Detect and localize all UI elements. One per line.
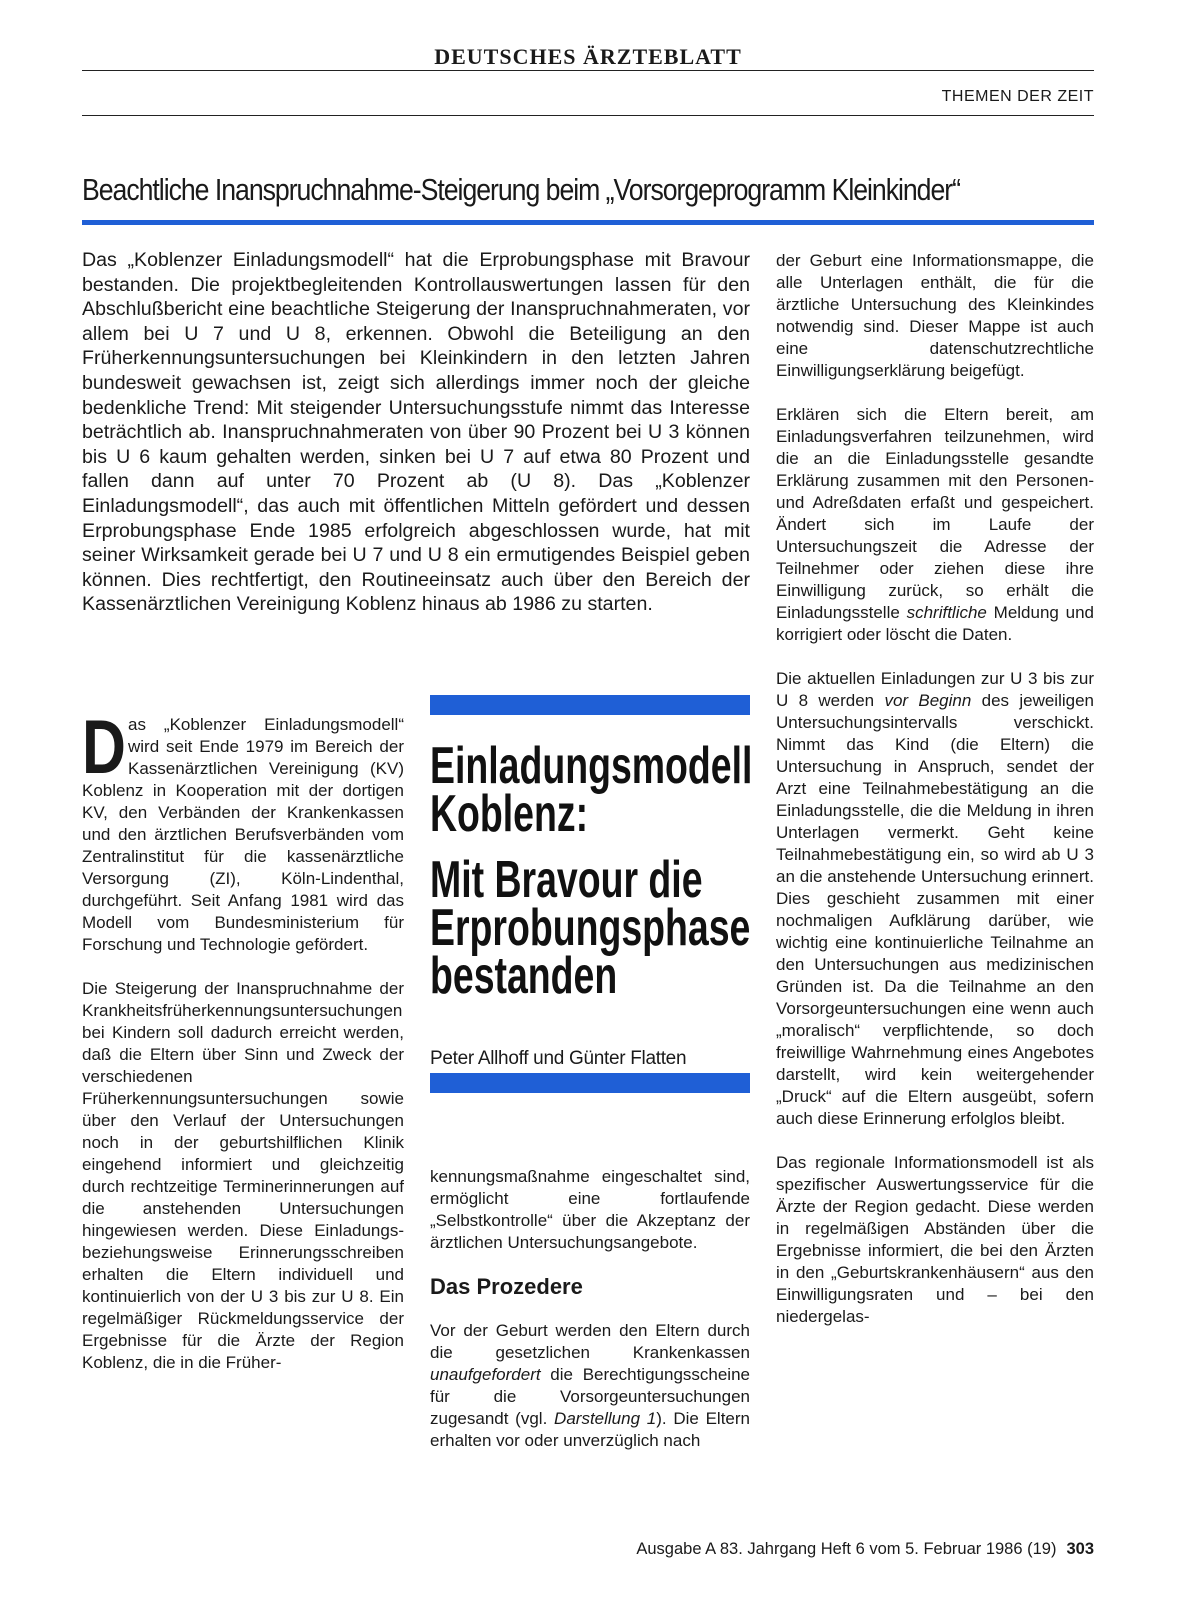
box-title-line-1: Einladungsmodell [430,737,753,795]
authors: Peter Allhoff und Günter Flatten [430,1048,687,1069]
right-paragraph-2-a: Erklären sich die Eltern bereit, am Einladungsverfahren teilzunehmen, wird die an die Einladungsstelle gesandte Erklärung zusammen mit den Personen- und Adreßdaten erfaßt und gespeichert. Ändert sich im Laufe der Untersuchungszeit die Adresse der Teilnehmer oder ziehen diese ihre Einwilligung zurück, so erhält die Einladungsstelle [776,405,1094,622]
left-paragraph-1-text: as „Koblenzer Einladungsmodell“ wird seit Ende 1979 im Bereich der Kassenärztlichen Vereinigung (KV) Koblenz in Kooperation mit der dortigen KV, den Verbänden der Krankenkassen und den ärztlichen Berufsverbänden vom Zentralinstitut für die kassenärztliche Versorgung (ZI), Köln-Lindenthal, durchgeführt. Seit Anfang 1981 wird das Modell vom Bundesministerium für Forschung und Technologie gefördert. [82,715,404,954]
left-column [82,705,404,1396]
middle-paragraph-2-em2: Darstellung 1 [554,1409,657,1428]
middle-paragraph-2-b: die Berechtigungsscheine für die Vorsorgeuntersuchungen zugesandt (vgl. [430,1365,750,1428]
right-paragraph-3 [776,668,1094,1130]
footer [636,1540,1094,1559]
masthead-rule [82,70,1094,71]
left-paragraph-2: Die Steigerung der Inanspruchnahme der Krankheitsfrüherkennungsuntersuchungen bei Kindern soll dadurch erreicht werden, daß die Eltern über Sinn und Zweck der verschiedenen Früherkennungsuntersuchungen sowie über den Verlauf der Untersuchungen noch in der geburtshilflichen Klinik eingehend informiert und gleichzeitig durch rechtzeitige Terminerinnerungen auf die anstehenden Untersuchungen hingewiesen werden. Diese Einladungs- beziehungsweise Erinnerungsschreiben erhalten die Eltern individuell und kontinuierlich von der U 3 bis zur U 8. Ein regelmäßiger Rückmeldungsservice der Ergebnisse für die Ärzte der Region Koblenz, die in die Früher- [82,979,404,1372]
middle-paragraph-2 [430,1320,750,1452]
lead-paragraph: Das „Koblenzer Einladungsmodell“ hat die Erprobungsphase mit Bravour bestanden. Die projektbegleitenden Kontrollauswertungen lassen für den Abschlußbericht eine beachtliche Steigerung der Inanspruchnahmeraten, vor allem bei U 7 und U 8, erkennen. Obwohl die Beteiligung an den Früherkennungsuntersuchungen bei Kleinkindern in den letzten Jahren bundesweit gewachsen ist, zeigt sich allerdings immer noch der gleiche bedenkliche Trend: Mit steigender Untersuchungsstufe nimmt das Interesse beträchtlich ab. Inanspruchnahmeraten von über 90 Prozent bei U 3 können bis U 6 kaum gehalten werden, sinken bei U 7 auf etwa 80 Prozent und fallen dann auf unter 70 Prozent ab (U 8). Das „Koblenzer Einladungsmodell“, das auch mit öffentlichen Mitteln gefördert und dessen Erprobungsphase Ende 1985 erfolgreich abgeschlossen wurde, hat mit seiner Wirksamkeit gerade bei U 7 und U 8 ein ermutigendes Beispiel geben können. Dies rechtfertigt, den Routineeinsatz auch über den Bereich der Kassenärztlichen Vereinigung Koblenz hinaus ab 1986 zu starten. [82,249,750,616]
box-title-line-4: Erprobungsphase [430,899,751,957]
middle-paragraph-2-a: Vor der Geburt werden den Eltern durch die gesetzlichen Krankenkassen [430,1321,750,1362]
middle-paragraph-2-em: unaufgefordert [430,1365,541,1384]
section-rule [82,115,1094,116]
right-paragraph-3-b: des jeweiligen Untersuchungsintervalls verschickt. Nimmt das Kind (die Eltern) die Untersuchung in Anspruch, sendet der Arzt eine Teilnahmebestätigung an die Einladungsstelle, die die Meldung in ihren Unterlagen vermerkt. Geht keine Teilnahmebestätigung ein, so wird ab U 3 an die anstehende Untersuchung erinnert. Dies geschieht zusammen mit einer nochmaligen Aufklärung darüber, wie wichtig eine kontinuierliche Teilnahme an den Untersuchungen aus medizinischen Gründen ist. Da die Teilnahme an den Vorsorgeuntersuchungen eine wenn auch „moralisch“ verpflichtende, so doch freiwillige Wahrnehmung eines Angebotes darstellt, wird kein weitergehender „Druck“ auf die Eltern ausgeübt, sofern auch diese Erinnerung erfolglos bleibt. [776,691,1095,1128]
box-bottom-bar [430,1073,750,1093]
right-paragraph-2-b: Meldung und korrigiert oder löscht die Daten. [776,603,1094,644]
right-paragraph-4: Das regionale Informationsmodell ist als spezifischer Auswertungsservice für die Ärzte der Region gedacht. Diese werden in regelmäßigen Abständen über die Ergebnisse informiert, die bei den Ärzten in den „Geburtskrankenhäusern“ aus den Einwilligungsraten und – bei den niedergelas- [776,1153,1094,1326]
section-label: THEMEN DER ZEIT [941,88,1094,105]
box-title-line-5: bestanden [430,947,618,1005]
drop-cap: D [82,705,126,790]
right-paragraph-2 [776,404,1094,646]
right-column [776,250,1094,1350]
box-title-line-3: Mit Bravour die [430,851,703,909]
right-paragraph-3-a: Die aktuellen Einladungen zur U 3 bis zur U 8 werden [776,669,1094,710]
headline-blue-rule [82,220,1094,225]
right-paragraph-1: der Geburt eine Informationsmappe, die alle Unterlagen enthält, die für die ärztliche Untersuchung des Kleinkindes notwendig sind. Dieser Mappe ist auch eine datenschutzrechtliche Einwilligungserklärung beigefügt. [776,251,1094,380]
left-paragraph-1 [82,705,404,956]
right-paragraph-3-em: vor Beginn [884,691,972,710]
middle-column [430,1166,750,1474]
middle-paragraph-1: kennungsmaßnahme eingeschaltet sind, ermöglicht eine fortlaufende „Selbstkontrolle“ über die Akzeptanz der ärztlichen Untersuchungsangebote. [430,1167,750,1252]
page-number: 303 [1066,1540,1094,1558]
middle-paragraph-2-c: ). Die Eltern erhalten vor oder unverzüglich nach [430,1409,751,1450]
issue-info: Ausgabe A 83. Jahrgang Heft 6 vom 5. Februar 1986 (19) [636,1540,1057,1558]
box-title-line-2: Koblenz: [430,785,589,843]
headline: Beachtliche Inanspruchnahme-Steigerung beim „Vorsorgeprogramm Kleinkinder“ [82,172,960,207]
right-paragraph-2-em: schriftliche [906,603,987,622]
masthead: DEUTSCHES ÄRZTEBLATT [434,44,742,69]
subhead-prozedere: Das Prozedere [430,1274,583,1299]
box-top-bar [430,695,750,715]
